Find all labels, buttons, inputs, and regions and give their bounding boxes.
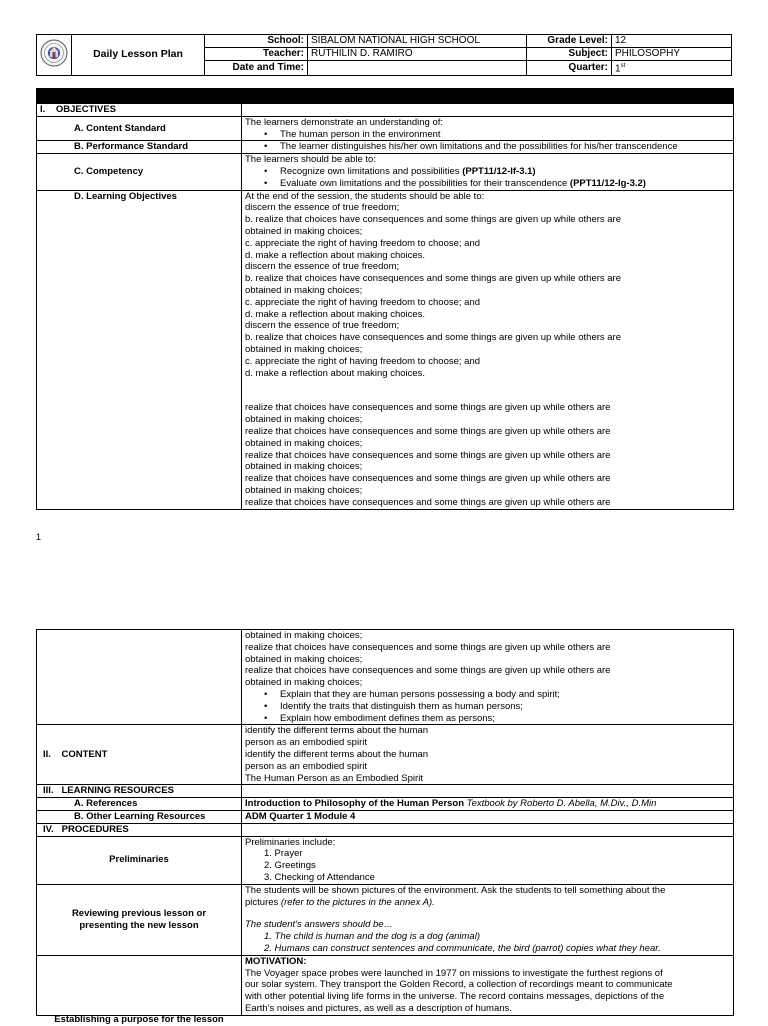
content-cell xyxy=(242,725,734,785)
text-line: c. appreciate the right of having freedom to choose; and xyxy=(245,296,481,308)
text-line: discern the essence of true freedom; xyxy=(245,261,400,273)
text-line: obtained in making choices; xyxy=(245,653,363,665)
text-line: 3. Checking of Attendance xyxy=(264,871,375,883)
text-line: identify the different terms about the human xyxy=(245,725,429,737)
teacher-label: Teacher: xyxy=(205,48,308,61)
date-value xyxy=(308,61,527,76)
grade-value: 12 xyxy=(612,35,732,48)
text-line: discern the essence of true freedom; xyxy=(245,202,400,214)
text-line: discern the essence of true freedom; xyxy=(245,320,400,332)
quarter-value: 1st xyxy=(612,61,732,76)
performance-standard-cell: • The learner distinguishes his/her own limitations and the possibilities for his/her transcendence xyxy=(242,141,734,154)
text-line: At the end of the session, the students should be able to: xyxy=(245,190,485,202)
text-line: realize that choices have consequences and some things are given up while others are xyxy=(245,496,611,508)
text-line: obtained in making choices; xyxy=(245,284,363,296)
text-line: person as an embodied spirit xyxy=(245,737,367,749)
header-table xyxy=(36,34,732,76)
text-line: c. appreciate the right of having freedom to choose; and xyxy=(245,355,481,367)
text-line: b. realize that choices have consequences and some things are given up while others are xyxy=(245,332,622,344)
text-line: obtained in making choices; xyxy=(245,414,363,426)
learning-objectives-cell xyxy=(242,190,734,509)
content-standard-label: A. Content Standard xyxy=(37,116,242,141)
text-line: obtained in making choices; xyxy=(245,225,363,237)
text-line: • Explain how embodiment defines them as persons; xyxy=(245,713,730,725)
objectives-heading: I. OBJECTIVES xyxy=(37,104,242,117)
date-label: Date and Time: xyxy=(205,61,308,76)
text-line: realize that choices have consequences and some things are given up while others are xyxy=(245,641,611,653)
reviewing-label: Reviewing previous lesson or presenting the new lesson xyxy=(37,884,242,955)
content-standard-cell: The learners demonstrate an understanding of: • The human person in the environment xyxy=(242,116,734,141)
text-line: identify the different terms about the human xyxy=(245,748,429,760)
school-label: School: xyxy=(205,35,308,48)
text-line: obtained in making choices; xyxy=(245,437,363,449)
deped-seal-icon xyxy=(40,38,68,68)
text-line: obtained in making choices; xyxy=(245,677,363,689)
text-line: d. make a reflection about making choices. xyxy=(245,367,426,379)
text-line: Earth's noises and pictures, as well as a description of humans. xyxy=(245,1002,512,1014)
text-line: The Voyager space probes were launched in 1977 on missions to investigate the furthest regions of xyxy=(245,967,663,979)
text-line: realize that choices have consequences and some things are given up while others are xyxy=(245,402,611,414)
text-line: obtained in making choices; xyxy=(245,484,363,496)
text-line: person as an embodied spirit xyxy=(245,760,367,772)
text-line: b. realize that choices have consequences and some things are given up while others are xyxy=(245,273,622,285)
objectives-table xyxy=(36,88,734,510)
objectives-continued-cell xyxy=(242,630,734,725)
text-line: obtained in making choices; xyxy=(245,343,363,355)
preliminaries-cell: Preliminaries include: 1. Prayer 2. Greetings 3. Checking of Attendance xyxy=(242,836,734,884)
grade-label: Grade Level: xyxy=(527,35,612,48)
text-line: 1. The child is human and the dog is a dog (animal) xyxy=(264,931,480,943)
text-line: 2. Greetings xyxy=(264,860,316,872)
text-line: • Identify the traits that distinguish them as human persons; xyxy=(245,701,730,713)
text-line: obtained in making choices; xyxy=(245,630,363,641)
text-line: realize that choices have consequences and some things are given up while others are xyxy=(245,665,611,677)
page-number: 1 xyxy=(36,532,42,542)
teacher-value: RUTHILIN D. RAMIRO xyxy=(308,48,527,61)
subject-label: Subject: xyxy=(527,48,612,61)
procedures-label: IV. PROCEDURES xyxy=(37,823,242,836)
learning-resources-label: III. LEARNING RESOURCES xyxy=(37,785,242,798)
text-line: with other potential living life forms in the universe. The record contains messages, depictions of the xyxy=(245,991,665,1003)
lesson-table-page2 xyxy=(36,629,734,1025)
references-label: A. References xyxy=(37,798,242,811)
competency-label: C. Competency xyxy=(37,154,242,190)
deped-seal xyxy=(37,35,72,76)
text-line: 2. Humans can construct sentences and communicate, the bird (parrot) copies what they hear. xyxy=(264,942,661,954)
reviewing-cell: The students will be shown pictures of the environment. Ask the students to tell something about the pictures (refer to the pictures in the annex A). The student's answers should be… 1. The child is human and the dog is a dog (animal) 2. Humans can construct sentences and communicate, the bird (parrot) copies what they hear. xyxy=(242,884,734,955)
document-title: Daily Lesson Plan xyxy=(72,35,205,76)
text-line: The Human Person as an Embodied Spirit xyxy=(245,772,423,784)
performance-standard-label: B. Performance Standard xyxy=(37,141,242,154)
text-line: c. appreciate the right of having freedom to choose; and xyxy=(245,237,481,249)
text-line: d. make a reflection about making choices. xyxy=(245,249,426,261)
school-value: SIBALOM NATIONAL HIGH SCHOOL xyxy=(308,35,527,48)
other-resources-label: B. Other Learning Resources xyxy=(37,810,242,823)
text-line: b. realize that choices have consequences and some things are given up while others are xyxy=(245,214,622,226)
text-line: d. make a reflection about making choices. xyxy=(245,308,426,320)
competency-cell: The learners should be able to: • Recognize own limitations and possibilities (PPT11/12-If-3.1) • Evaluate own limitations and the possibilities for their transcendence (PPT11/12-Ig-3.2) xyxy=(242,154,734,190)
text-line: realize that choices have consequences and some things are given up while others are xyxy=(245,449,611,461)
establishing-purpose-label: Establishing a purpose for the lesson xyxy=(37,955,242,1015)
learning-objectives-label: D. Learning Objectives xyxy=(37,190,242,509)
text-line: realize that choices have consequences and some things are given up while others are xyxy=(245,473,611,485)
motivation-cell: MOTIVATION: The Voyager space probes were launched in 1977 on missions to investigate the furthest regions of our solar system. They transport the Golden Record, a collection of recordings meant to communicate with other potential living life forms in the universe. The record contains messages, depictions of the Earth's noises and pictures, as well as a description of humans. xyxy=(242,955,734,1015)
text-line: our solar system. They transport the Golden Record, a collection of recordings meant to communicate xyxy=(245,979,673,991)
text-line: obtained in making choices; xyxy=(245,461,363,473)
text-line: 1. Prayer xyxy=(264,848,303,860)
text-line: realize that choices have consequences and some things are given up while others are xyxy=(245,425,611,437)
content-label: II. CONTENT xyxy=(37,725,242,785)
quarter-label: Quarter: xyxy=(527,61,612,76)
other-resources-cell: ADM Quarter 1 Module 4 xyxy=(242,810,734,823)
subject-value: PHILOSOPHY xyxy=(612,48,732,61)
black-bar xyxy=(37,89,734,104)
preliminaries-label: Preliminaries xyxy=(37,836,242,884)
references-cell: Introduction to Philosophy of the Human Person Textbook by Roberto D. Abella, M.Div., D.Min xyxy=(242,798,734,811)
text-line: • Explain that they are human persons possessing a body and spirit; xyxy=(245,689,730,701)
